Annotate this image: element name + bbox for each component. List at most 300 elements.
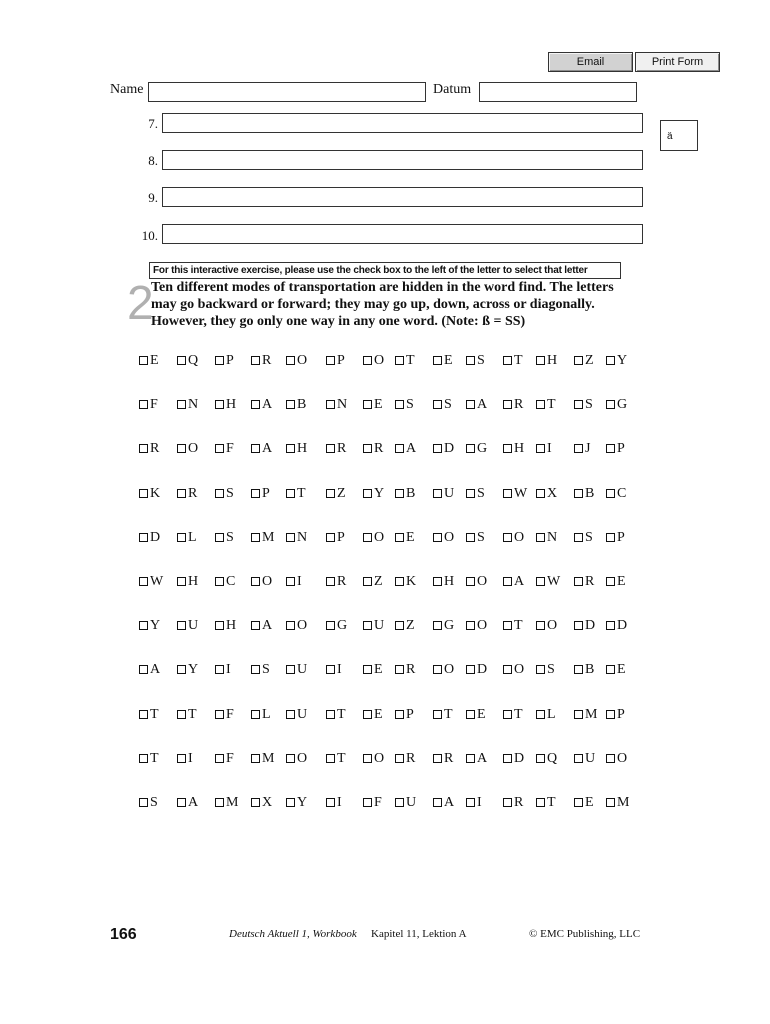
letter-cell[interactable]	[433, 397, 466, 441]
letter-checkbox[interactable]	[363, 798, 372, 807]
letter-checkbox[interactable]	[251, 577, 260, 586]
letter-checkbox[interactable]	[574, 710, 583, 719]
letter-checkbox[interactable]	[363, 356, 372, 365]
letter-cell[interactable]	[466, 662, 503, 706]
letter-checkbox[interactable]	[574, 444, 583, 453]
letter-checkbox[interactable]	[466, 444, 475, 453]
letter-cell[interactable]	[395, 441, 433, 485]
letter-cell[interactable]	[139, 397, 177, 441]
letter-cell[interactable]	[215, 574, 251, 618]
letter-cell[interactable]	[251, 618, 286, 662]
letter-cell[interactable]	[503, 574, 536, 618]
letter-cell[interactable]	[503, 795, 536, 839]
letter-cell[interactable]	[215, 751, 251, 795]
letter-cell[interactable]	[326, 441, 363, 485]
letter-cell[interactable]	[286, 441, 326, 485]
letter-cell[interactable]	[251, 574, 286, 618]
letter-checkbox[interactable]	[251, 444, 260, 453]
letter-cell[interactable]	[395, 751, 433, 795]
letter-checkbox[interactable]	[139, 665, 148, 674]
answer-field-8[interactable]	[162, 150, 643, 170]
letter-checkbox[interactable]	[433, 489, 442, 498]
letter-cell[interactable]	[177, 707, 215, 751]
letter-checkbox[interactable]	[395, 444, 404, 453]
email-button[interactable]: Email	[548, 52, 633, 72]
letter-cell[interactable]	[251, 441, 286, 485]
letter-cell[interactable]	[286, 795, 326, 839]
letter-checkbox[interactable]	[466, 533, 475, 542]
letter-checkbox[interactable]	[395, 798, 404, 807]
letter-checkbox[interactable]	[574, 798, 583, 807]
letter-checkbox[interactable]	[395, 621, 404, 630]
letter-cell[interactable]	[326, 574, 363, 618]
letter-checkbox[interactable]	[251, 754, 260, 763]
letter-checkbox[interactable]	[606, 577, 615, 586]
answer-field-10[interactable]	[162, 224, 643, 244]
letter-checkbox[interactable]	[177, 665, 186, 674]
letter-cell[interactable]	[326, 530, 363, 574]
letter-cell[interactable]	[503, 397, 536, 441]
letter-cell[interactable]	[536, 707, 574, 751]
letter-cell[interactable]	[215, 707, 251, 751]
letter-checkbox[interactable]	[503, 798, 512, 807]
letter-cell[interactable]	[466, 707, 503, 751]
letter-checkbox[interactable]	[286, 754, 295, 763]
letter-checkbox[interactable]	[215, 710, 224, 719]
letter-checkbox[interactable]	[139, 444, 148, 453]
print-form-button[interactable]: Print Form	[635, 52, 720, 72]
letter-checkbox[interactable]	[503, 710, 512, 719]
letter-cell[interactable]	[251, 662, 286, 706]
letter-cell[interactable]	[536, 486, 574, 530]
letter-checkbox[interactable]	[606, 754, 615, 763]
letter-checkbox[interactable]	[466, 798, 475, 807]
letter-checkbox[interactable]	[574, 533, 583, 542]
letter-cell[interactable]	[433, 662, 466, 706]
letter-cell[interactable]	[395, 353, 433, 397]
letter-cell[interactable]	[433, 574, 466, 618]
letter-checkbox[interactable]	[363, 754, 372, 763]
letter-cell[interactable]	[536, 441, 574, 485]
letter-checkbox[interactable]	[395, 710, 404, 719]
letter-checkbox[interactable]	[433, 798, 442, 807]
letter-checkbox[interactable]	[286, 621, 295, 630]
letter-cell[interactable]	[139, 751, 177, 795]
letter-cell[interactable]	[536, 751, 574, 795]
letter-cell[interactable]	[139, 574, 177, 618]
letter-cell[interactable]	[466, 574, 503, 618]
letter-cell[interactable]	[363, 751, 395, 795]
letter-checkbox[interactable]	[606, 444, 615, 453]
letter-cell[interactable]	[503, 353, 536, 397]
letter-cell[interactable]	[574, 795, 606, 839]
letter-cell[interactable]	[395, 530, 433, 574]
letter-cell[interactable]	[286, 397, 326, 441]
letter-checkbox[interactable]	[326, 665, 335, 674]
letter-checkbox[interactable]	[503, 400, 512, 409]
letter-checkbox[interactable]	[395, 533, 404, 542]
letter-checkbox[interactable]	[503, 621, 512, 630]
letter-checkbox[interactable]	[177, 754, 186, 763]
letter-cell[interactable]	[363, 707, 395, 751]
letter-cell[interactable]	[466, 441, 503, 485]
letter-checkbox[interactable]	[251, 489, 260, 498]
letter-checkbox[interactable]	[466, 754, 475, 763]
letter-cell[interactable]	[606, 353, 638, 397]
letter-checkbox[interactable]	[395, 577, 404, 586]
answer-field-7[interactable]	[162, 113, 643, 133]
letter-checkbox[interactable]	[433, 444, 442, 453]
letter-checkbox[interactable]	[433, 710, 442, 719]
letter-checkbox[interactable]	[466, 400, 475, 409]
letter-checkbox[interactable]	[326, 621, 335, 630]
letter-cell[interactable]	[286, 751, 326, 795]
date-field[interactable]	[479, 82, 637, 102]
letter-checkbox[interactable]	[215, 754, 224, 763]
letter-cell[interactable]	[251, 707, 286, 751]
letter-cell[interactable]	[286, 574, 326, 618]
letter-checkbox[interactable]	[466, 356, 475, 365]
letter-cell[interactable]	[606, 707, 638, 751]
letter-cell[interactable]	[363, 618, 395, 662]
letter-cell[interactable]	[326, 795, 363, 839]
letter-cell[interactable]	[251, 486, 286, 530]
letter-cell[interactable]	[139, 530, 177, 574]
letter-cell[interactable]	[215, 441, 251, 485]
letter-cell[interactable]	[139, 441, 177, 485]
letter-checkbox[interactable]	[433, 533, 442, 542]
letter-cell[interactable]	[503, 618, 536, 662]
letter-cell[interactable]	[215, 530, 251, 574]
letter-checkbox[interactable]	[606, 400, 615, 409]
letter-checkbox[interactable]	[326, 710, 335, 719]
letter-cell[interactable]	[574, 441, 606, 485]
special-char-button[interactable]: ä	[660, 120, 698, 151]
letter-checkbox[interactable]	[466, 489, 475, 498]
letter-cell[interactable]	[251, 795, 286, 839]
letter-cell[interactable]	[177, 795, 215, 839]
letter-cell[interactable]	[503, 662, 536, 706]
letter-checkbox[interactable]	[286, 665, 295, 674]
letter-cell[interactable]	[503, 751, 536, 795]
letter-checkbox[interactable]	[139, 621, 148, 630]
letter-cell[interactable]	[177, 486, 215, 530]
letter-cell[interactable]	[139, 353, 177, 397]
letter-checkbox[interactable]	[251, 798, 260, 807]
letter-checkbox[interactable]	[574, 577, 583, 586]
letter-checkbox[interactable]	[536, 798, 545, 807]
letter-checkbox[interactable]	[536, 577, 545, 586]
letter-cell[interactable]	[433, 707, 466, 751]
letter-checkbox[interactable]	[433, 400, 442, 409]
letter-cell[interactable]	[177, 397, 215, 441]
letter-checkbox[interactable]	[606, 356, 615, 365]
letter-checkbox[interactable]	[466, 710, 475, 719]
letter-cell[interactable]	[606, 618, 638, 662]
name-field[interactable]	[148, 82, 426, 102]
letter-cell[interactable]	[395, 795, 433, 839]
letter-cell[interactable]	[215, 353, 251, 397]
letter-cell[interactable]	[433, 441, 466, 485]
letter-checkbox[interactable]	[574, 754, 583, 763]
letter-checkbox[interactable]	[177, 798, 186, 807]
letter-cell[interactable]	[326, 353, 363, 397]
letter-checkbox[interactable]	[215, 400, 224, 409]
letter-cell[interactable]	[177, 353, 215, 397]
letter-cell[interactable]	[606, 397, 638, 441]
letter-cell[interactable]	[177, 530, 215, 574]
letter-checkbox[interactable]	[215, 577, 224, 586]
letter-checkbox[interactable]	[286, 444, 295, 453]
letter-cell[interactable]	[363, 574, 395, 618]
letter-checkbox[interactable]	[363, 533, 372, 542]
letter-checkbox[interactable]	[363, 621, 372, 630]
letter-checkbox[interactable]	[215, 489, 224, 498]
letter-cell[interactable]	[574, 751, 606, 795]
letter-checkbox[interactable]	[536, 356, 545, 365]
letter-checkbox[interactable]	[326, 754, 335, 763]
letter-cell[interactable]	[536, 618, 574, 662]
letter-cell[interactable]	[177, 441, 215, 485]
letter-checkbox[interactable]	[251, 710, 260, 719]
letter-checkbox[interactable]	[536, 533, 545, 542]
letter-cell[interactable]	[536, 795, 574, 839]
letter-checkbox[interactable]	[326, 533, 335, 542]
letter-checkbox[interactable]	[251, 356, 260, 365]
letter-cell[interactable]	[433, 751, 466, 795]
letter-checkbox[interactable]	[326, 577, 335, 586]
letter-cell[interactable]	[606, 530, 638, 574]
letter-cell[interactable]	[395, 486, 433, 530]
letter-cell[interactable]	[574, 353, 606, 397]
letter-checkbox[interactable]	[286, 400, 295, 409]
letter-cell[interactable]	[251, 397, 286, 441]
letter-checkbox[interactable]	[606, 621, 615, 630]
letter-cell[interactable]	[606, 795, 638, 839]
letter-cell[interactable]	[363, 397, 395, 441]
letter-cell[interactable]	[466, 751, 503, 795]
letter-cell[interactable]	[574, 530, 606, 574]
letter-checkbox[interactable]	[466, 621, 475, 630]
letter-checkbox[interactable]	[433, 754, 442, 763]
letter-checkbox[interactable]	[606, 798, 615, 807]
letter-checkbox[interactable]	[139, 577, 148, 586]
letter-cell[interactable]	[139, 707, 177, 751]
letter-checkbox[interactable]	[363, 489, 372, 498]
letter-cell[interactable]	[215, 486, 251, 530]
letter-cell[interactable]	[433, 353, 466, 397]
letter-cell[interactable]	[466, 618, 503, 662]
letter-checkbox[interactable]	[536, 710, 545, 719]
letter-cell[interactable]	[363, 795, 395, 839]
letter-cell[interactable]	[395, 707, 433, 751]
letter-checkbox[interactable]	[139, 533, 148, 542]
letter-checkbox[interactable]	[503, 754, 512, 763]
letter-cell[interactable]	[395, 618, 433, 662]
letter-checkbox[interactable]	[574, 356, 583, 365]
letter-checkbox[interactable]	[363, 444, 372, 453]
letter-cell[interactable]	[536, 574, 574, 618]
letter-cell[interactable]	[466, 795, 503, 839]
letter-checkbox[interactable]	[215, 533, 224, 542]
letter-checkbox[interactable]	[395, 356, 404, 365]
letter-cell[interactable]	[326, 486, 363, 530]
letter-cell[interactable]	[466, 397, 503, 441]
letter-checkbox[interactable]	[606, 710, 615, 719]
letter-checkbox[interactable]	[251, 665, 260, 674]
letter-checkbox[interactable]	[251, 621, 260, 630]
letter-checkbox[interactable]	[286, 489, 295, 498]
letter-checkbox[interactable]	[139, 754, 148, 763]
letter-cell[interactable]	[433, 530, 466, 574]
letter-checkbox[interactable]	[286, 798, 295, 807]
letter-checkbox[interactable]	[363, 710, 372, 719]
letter-checkbox[interactable]	[326, 798, 335, 807]
letter-checkbox[interactable]	[286, 577, 295, 586]
letter-cell[interactable]	[286, 486, 326, 530]
letter-checkbox[interactable]	[139, 356, 148, 365]
letter-cell[interactable]	[177, 574, 215, 618]
letter-cell[interactable]	[574, 618, 606, 662]
letter-checkbox[interactable]	[326, 356, 335, 365]
letter-checkbox[interactable]	[395, 665, 404, 674]
letter-cell[interactable]	[251, 751, 286, 795]
letter-checkbox[interactable]	[215, 798, 224, 807]
letter-cell[interactable]	[574, 574, 606, 618]
letter-cell[interactable]	[395, 662, 433, 706]
letter-cell[interactable]	[139, 662, 177, 706]
letter-cell[interactable]	[395, 397, 433, 441]
letter-cell[interactable]	[177, 618, 215, 662]
letter-cell[interactable]	[606, 441, 638, 485]
letter-cell[interactable]	[503, 707, 536, 751]
letter-checkbox[interactable]	[177, 577, 186, 586]
letter-checkbox[interactable]	[363, 665, 372, 674]
letter-checkbox[interactable]	[606, 533, 615, 542]
letter-cell[interactable]	[326, 751, 363, 795]
letter-cell[interactable]	[286, 618, 326, 662]
letter-cell[interactable]	[606, 486, 638, 530]
letter-cell[interactable]	[536, 353, 574, 397]
letter-cell[interactable]	[215, 795, 251, 839]
letter-checkbox[interactable]	[536, 489, 545, 498]
letter-cell[interactable]	[536, 662, 574, 706]
letter-cell[interactable]	[177, 662, 215, 706]
letter-checkbox[interactable]	[286, 533, 295, 542]
letter-checkbox[interactable]	[536, 400, 545, 409]
letter-cell[interactable]	[606, 751, 638, 795]
letter-checkbox[interactable]	[395, 754, 404, 763]
letter-checkbox[interactable]	[177, 444, 186, 453]
letter-checkbox[interactable]	[536, 621, 545, 630]
letter-checkbox[interactable]	[574, 665, 583, 674]
letter-cell[interactable]	[251, 353, 286, 397]
letter-checkbox[interactable]	[326, 489, 335, 498]
letter-checkbox[interactable]	[251, 400, 260, 409]
letter-checkbox[interactable]	[363, 400, 372, 409]
letter-checkbox[interactable]	[466, 577, 475, 586]
letter-checkbox[interactable]	[433, 356, 442, 365]
letter-cell[interactable]	[466, 353, 503, 397]
letter-cell[interactable]	[139, 618, 177, 662]
letter-checkbox[interactable]	[574, 400, 583, 409]
letter-checkbox[interactable]	[326, 444, 335, 453]
letter-checkbox[interactable]	[215, 356, 224, 365]
letter-checkbox[interactable]	[503, 444, 512, 453]
letter-cell[interactable]	[363, 353, 395, 397]
letter-checkbox[interactable]	[503, 356, 512, 365]
letter-checkbox[interactable]	[363, 577, 372, 586]
letter-checkbox[interactable]	[536, 665, 545, 674]
letter-cell[interactable]	[433, 486, 466, 530]
letter-cell[interactable]	[286, 353, 326, 397]
letter-cell[interactable]	[326, 662, 363, 706]
letter-checkbox[interactable]	[139, 710, 148, 719]
letter-cell[interactable]	[326, 618, 363, 662]
letter-checkbox[interactable]	[139, 400, 148, 409]
letter-checkbox[interactable]	[433, 577, 442, 586]
letter-cell[interactable]	[466, 486, 503, 530]
letter-cell[interactable]	[606, 574, 638, 618]
letter-cell[interactable]	[363, 441, 395, 485]
letter-cell[interactable]	[286, 707, 326, 751]
letter-checkbox[interactable]	[503, 489, 512, 498]
letter-checkbox[interactable]	[395, 400, 404, 409]
letter-checkbox[interactable]	[606, 665, 615, 674]
letter-checkbox[interactable]	[177, 533, 186, 542]
letter-checkbox[interactable]	[286, 356, 295, 365]
letter-checkbox[interactable]	[503, 533, 512, 542]
letter-cell[interactable]	[574, 486, 606, 530]
letter-checkbox[interactable]	[286, 710, 295, 719]
letter-checkbox[interactable]	[574, 489, 583, 498]
letter-cell[interactable]	[503, 530, 536, 574]
letter-cell[interactable]	[466, 530, 503, 574]
letter-checkbox[interactable]	[215, 621, 224, 630]
letter-cell[interactable]	[177, 751, 215, 795]
letter-checkbox[interactable]	[606, 489, 615, 498]
letter-checkbox[interactable]	[574, 621, 583, 630]
letter-checkbox[interactable]	[177, 489, 186, 498]
letter-checkbox[interactable]	[536, 444, 545, 453]
letter-cell[interactable]	[536, 530, 574, 574]
letter-checkbox[interactable]	[503, 577, 512, 586]
letter-cell[interactable]	[363, 530, 395, 574]
letter-cell[interactable]	[433, 795, 466, 839]
letter-cell[interactable]	[395, 574, 433, 618]
letter-checkbox[interactable]	[215, 665, 224, 674]
letter-cell[interactable]	[139, 486, 177, 530]
letter-checkbox[interactable]	[536, 754, 545, 763]
letter-cell[interactable]	[503, 486, 536, 530]
letter-checkbox[interactable]	[326, 400, 335, 409]
letter-checkbox[interactable]	[177, 621, 186, 630]
letter-checkbox[interactable]	[215, 444, 224, 453]
letter-checkbox[interactable]	[177, 710, 186, 719]
letter-cell[interactable]	[574, 397, 606, 441]
letter-checkbox[interactable]	[177, 400, 186, 409]
letter-checkbox[interactable]	[433, 621, 442, 630]
answer-field-9[interactable]	[162, 187, 643, 207]
letter-cell[interactable]	[606, 662, 638, 706]
letter-cell[interactable]	[139, 795, 177, 839]
letter-cell[interactable]	[251, 530, 286, 574]
letter-checkbox[interactable]	[177, 356, 186, 365]
letter-checkbox[interactable]	[503, 665, 512, 674]
letter-cell[interactable]	[286, 530, 326, 574]
letter-cell[interactable]	[215, 397, 251, 441]
letter-checkbox[interactable]	[466, 665, 475, 674]
